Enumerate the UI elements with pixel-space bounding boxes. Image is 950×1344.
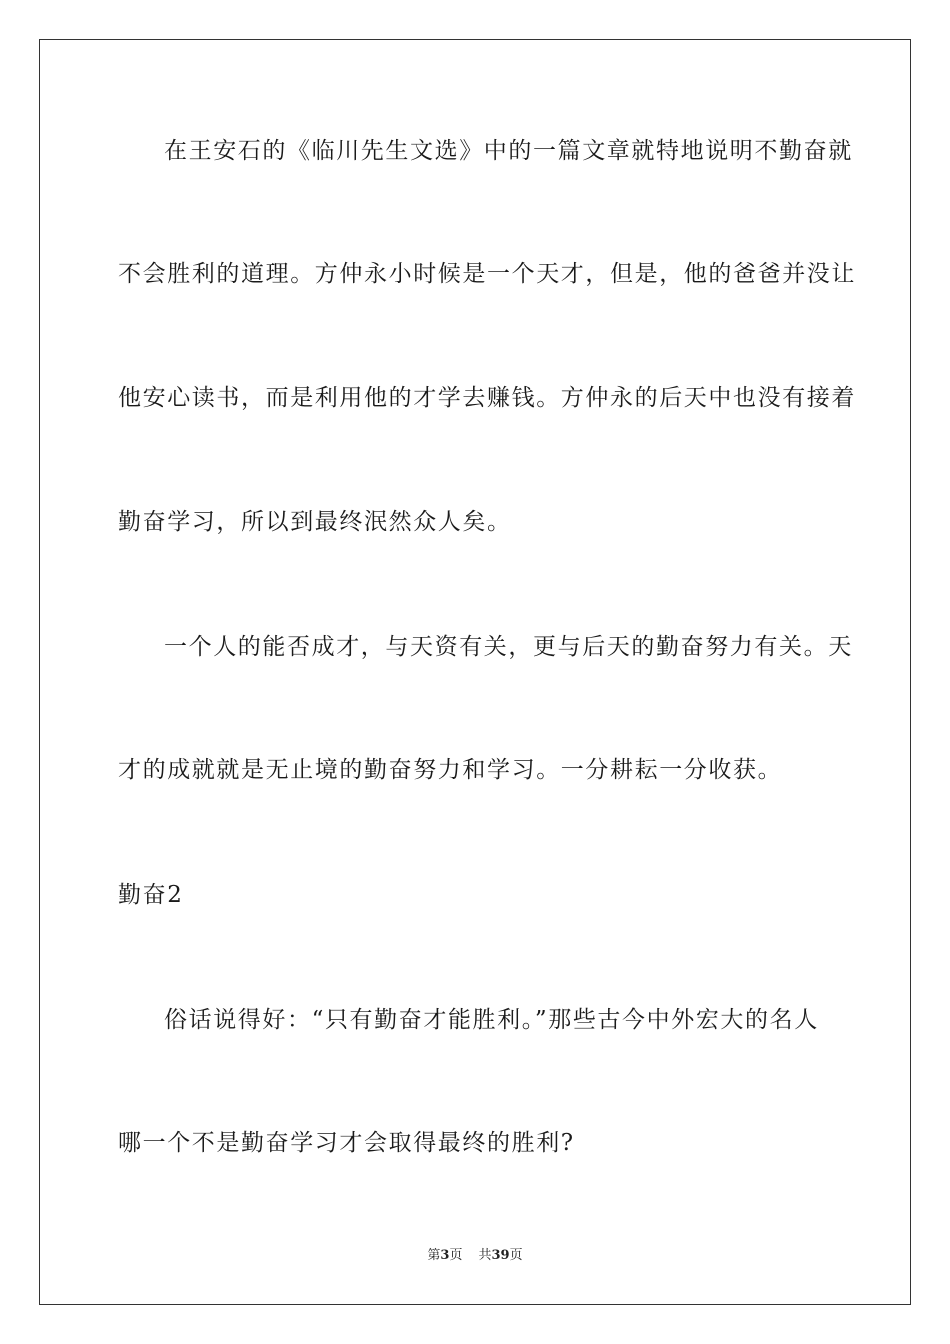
- total-pages: 39: [491, 1248, 510, 1263]
- paragraph-line: 在王安石的《临川先生文选》中的一篇文章就特地说明不勤奋就: [164, 138, 853, 164]
- paragraph-line: 才的成就就是无止境的勤奋努力和学习。一分耕耘一分收获。: [118, 757, 783, 783]
- page-footer: [0, 1247, 950, 1265]
- page-prefix: 第: [427, 1248, 441, 1263]
- paragraph-line: 俗话说得好：“只有勤奋才能胜利。”那些古今中外宏大的名人: [164, 1007, 819, 1033]
- page-border: [39, 39, 911, 1305]
- total-prefix: 共: [478, 1248, 492, 1263]
- page-suffix: 页: [449, 1248, 463, 1263]
- total-suffix: 页: [509, 1248, 523, 1263]
- paragraph-line: 勤奋学习，所以到最终泯然众人矣。: [118, 509, 512, 535]
- section-heading: 勤奋2: [118, 882, 184, 908]
- paragraph-line: 一个人的能否成才，与天资有关，更与后天的勤奋努力有关。天: [164, 634, 853, 660]
- paragraph-line: 哪一个不是勤奋学习才会取得最终的胜利?: [118, 1130, 575, 1156]
- page-number: 3: [440, 1248, 450, 1263]
- paragraph-line: 不会胜利的道理。方仲永小时候是一个天才，但是，他的爸爸并没让: [118, 261, 856, 287]
- paragraph-line: 他安心读书，而是利用他的才学去赚钱。方仲永的后天中也没有接着: [118, 385, 856, 411]
